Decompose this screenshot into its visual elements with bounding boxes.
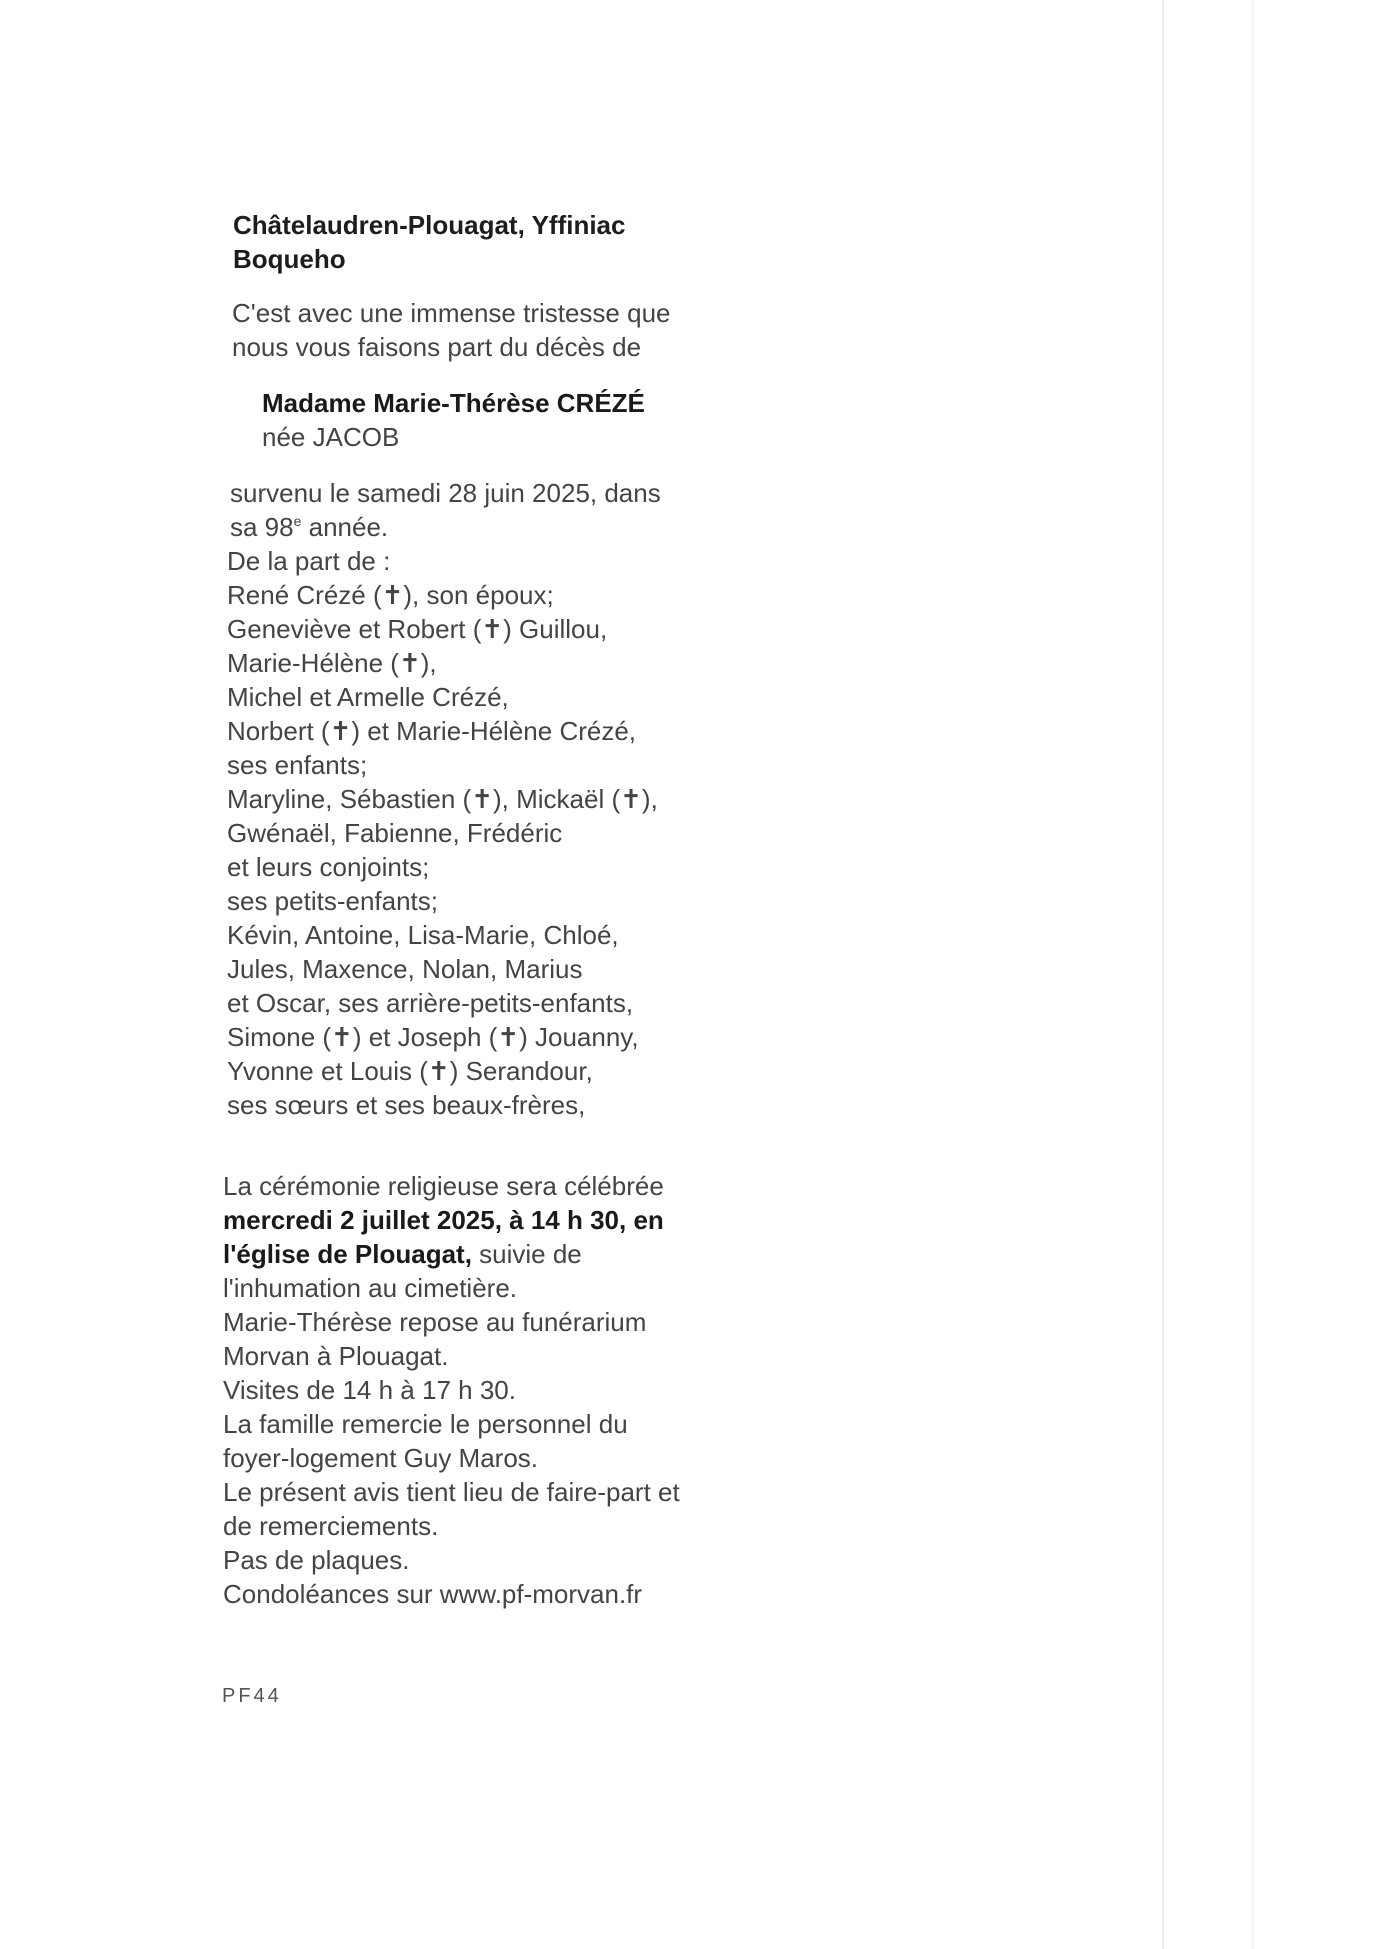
ceremony-line: La cérémonie religieuse sera célébrée xyxy=(223,1171,664,1201)
ceremony-line: de remerciements. xyxy=(223,1511,439,1541)
ceremony-date: mercredi 2 juillet 2025, à 14 h 30, en xyxy=(223,1205,664,1235)
cropped-footer-mark xyxy=(222,1685,282,1707)
ceremony-line: l'inhumation au cimetière. xyxy=(223,1273,517,1303)
death-info-line xyxy=(230,510,775,544)
location-header xyxy=(233,208,775,276)
ceremony-line: Le présent avis tient lieu de faire-part et xyxy=(223,1477,680,1507)
death-info xyxy=(230,476,775,544)
location-line: Châtelaudren-Plouagat, Yffiniac xyxy=(233,210,626,240)
age-suffix: année. xyxy=(301,512,389,542)
death-info-line: survenu le samedi 28 juin 2025, dans xyxy=(230,478,661,508)
ceremony-line: Visites de 14 h à 17 h 30. xyxy=(223,1375,516,1405)
family-line: ses petits-enfants; xyxy=(227,886,438,916)
family-line: Jules, Maxence, Nolan, Marius xyxy=(227,954,583,984)
family-line: et leurs conjoints; xyxy=(227,852,430,882)
scan-edge-line xyxy=(1162,0,1164,1949)
scan-edge-line xyxy=(1252,0,1254,1949)
intro-text xyxy=(232,296,775,364)
family-line: Maryline, Sébastien (✝), Mickaël (✝), xyxy=(227,784,658,814)
family-line: Simone (✝) et Joseph (✝) Jouanny, xyxy=(227,1022,639,1052)
location-line: Boqueho xyxy=(233,244,346,274)
family-line: Michel et Armelle Crézé, xyxy=(227,682,509,712)
footer-fragment: PF44 xyxy=(222,1685,282,1707)
family-line: Norbert (✝) et Marie-Hélène Crézé, xyxy=(227,716,637,746)
age-prefix: sa 98 xyxy=(230,512,294,542)
age-ordinal: e xyxy=(293,513,302,529)
family-line: Yvonne et Louis (✝) Serandour, xyxy=(227,1056,593,1086)
ceremony-place-rest: suivie de xyxy=(471,1239,582,1269)
ceremony-line xyxy=(223,1237,775,1271)
family-line: Marie-Hélène (✝), xyxy=(227,648,437,678)
ceremony-line: Morvan à Plouagat. xyxy=(223,1341,449,1371)
obituary-notice xyxy=(215,208,775,1611)
intro-line: C'est avec une immense tristesse que xyxy=(232,298,671,328)
ceremony-details xyxy=(223,1169,775,1611)
family-line: De la part de : xyxy=(227,546,391,576)
family-line: Gwénaël, Fabienne, Frédéric xyxy=(227,818,563,848)
family-line: ses enfants; xyxy=(227,750,368,780)
ceremony-place: l'église de Plouagat, xyxy=(223,1239,472,1269)
ceremony-line: Marie-Thérèse repose au funérarium xyxy=(223,1307,647,1337)
family-list xyxy=(227,544,775,1122)
family-line: Kévin, Antoine, Lisa-Marie, Chloé, xyxy=(227,920,619,950)
ceremony-line: foyer-logement Guy Maros. xyxy=(223,1443,539,1473)
ceremony-line: Pas de plaques. xyxy=(223,1545,410,1575)
family-line: ses sœurs et ses beaux-frères, xyxy=(227,1090,586,1120)
family-line: et Oscar, ses arrière-petits-enfants, xyxy=(227,988,634,1018)
condolences-link-text: Condoléances sur www.pf-morvan.fr xyxy=(223,1579,643,1609)
intro-line: nous vous faisons part du décès de xyxy=(232,332,642,362)
family-line: René Crézé (✝), son époux; xyxy=(227,580,554,610)
maiden-name: née JACOB xyxy=(262,422,400,452)
ceremony-line: La famille remercie le personnel du xyxy=(223,1409,628,1439)
deceased-name: Madame Marie-Thérèse CRÉZÉ xyxy=(262,388,645,418)
family-line: Geneviève et Robert (✝) Guillou, xyxy=(227,614,608,644)
